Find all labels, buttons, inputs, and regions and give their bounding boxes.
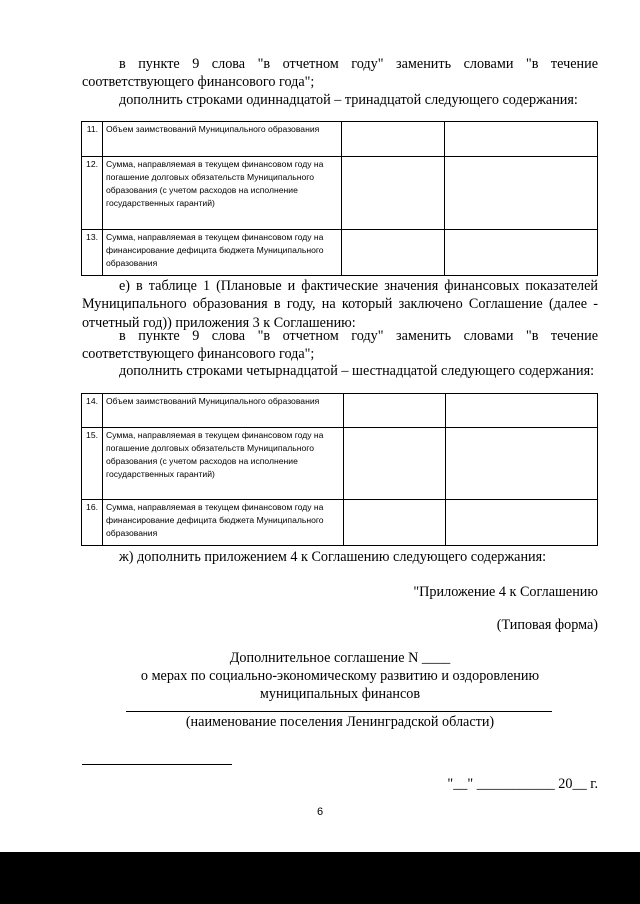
settlement-caption: (наименование поселения Ленинградской области) xyxy=(185,714,495,730)
paragraph-p5: дополнить строками четырнадцатой – шестнадцатой следующего содержания: xyxy=(119,363,595,379)
row-text: Сумма, направляемая в текущем финансовом году на финансирование дефицита бюджета Муниципального образования xyxy=(103,500,344,546)
empty-cell xyxy=(446,500,598,546)
table-rows-14-16 xyxy=(81,393,598,546)
empty-cell xyxy=(344,500,446,546)
empty-cell xyxy=(344,394,446,428)
row-number: 12. xyxy=(82,157,103,230)
empty-cell xyxy=(344,428,446,500)
row-number: 11. xyxy=(82,122,103,157)
agreement-subject: о мерах по социально-экономическому развитию и оздоровлению xyxy=(140,668,540,684)
empty-cell xyxy=(445,122,598,157)
appendix-title: "Приложение 4 к Соглашению xyxy=(413,584,598,600)
row-number: 14. xyxy=(82,394,103,428)
form-type-label: (Типовая форма) xyxy=(496,617,598,633)
table-row xyxy=(82,157,598,230)
date-line: "__" ___________ 20__ г. xyxy=(447,776,598,792)
paragraph-p3: е) в таблице 1 (Плановые и фактические значения финансовых показателей Муниципального образования в году, на который заключено Соглашение (далее - отчетный год)) приложения 3 к Соглашению: xyxy=(82,278,598,331)
empty-cell xyxy=(445,230,598,276)
empty-cell xyxy=(342,230,445,276)
paragraph-p2: дополнить строками одиннадцатой – тринадцатой следующего содержания: xyxy=(119,92,578,108)
row-number: 15. xyxy=(82,428,103,500)
page-number: 6 xyxy=(316,806,324,818)
agreement-title: Дополнительное соглашение N ____ xyxy=(229,650,451,666)
empty-cell xyxy=(446,428,598,500)
empty-cell xyxy=(445,157,598,230)
empty-cell xyxy=(446,394,598,428)
place-line xyxy=(82,764,232,765)
paragraph-p4: в пункте 9 слова "в отчетном году" заменить словами "в течение соответствующего финансового года"; xyxy=(82,328,598,363)
settlement-name-line xyxy=(126,711,552,712)
row-text: Объем заимствований Муниципального образования xyxy=(103,394,344,428)
empty-cell xyxy=(342,157,445,230)
agreement-subject-cont: муниципальных финансов xyxy=(259,686,421,702)
table-row xyxy=(82,394,598,428)
row-text: Сумма, направляемая в текущем финансовом году на погашение долговых обязательств Муниципального образования (с учетом расходов на исполнение государственных гарантий) xyxy=(103,157,342,230)
row-number: 13. xyxy=(82,230,103,276)
row-text: Объем заимствований Муниципального образования xyxy=(103,122,342,157)
table-row xyxy=(82,428,598,500)
empty-cell xyxy=(342,122,445,157)
scan-bottom-border xyxy=(0,852,640,904)
table-row xyxy=(82,230,598,276)
paragraph-p6: ж) дополнить приложением 4 к Соглашению следующего содержания: xyxy=(119,549,547,565)
table-rows-11-13 xyxy=(81,121,598,276)
row-text: Сумма, направляемая в текущем финансовом году на погашение долговых обязательств Муниципального образования (с учетом расходов на исполнение государственных гарантий) xyxy=(103,428,344,500)
table-row xyxy=(82,122,598,157)
paragraph-p1: в пункте 9 слова "в отчетном году" заменить словами "в течение соответствующего финансового года"; xyxy=(82,56,598,91)
row-text: Сумма, направляемая в текущем финансовом году на финансирование дефицита бюджета Муниципального образования xyxy=(103,230,342,276)
table-row xyxy=(82,500,598,546)
row-number: 16. xyxy=(82,500,103,546)
